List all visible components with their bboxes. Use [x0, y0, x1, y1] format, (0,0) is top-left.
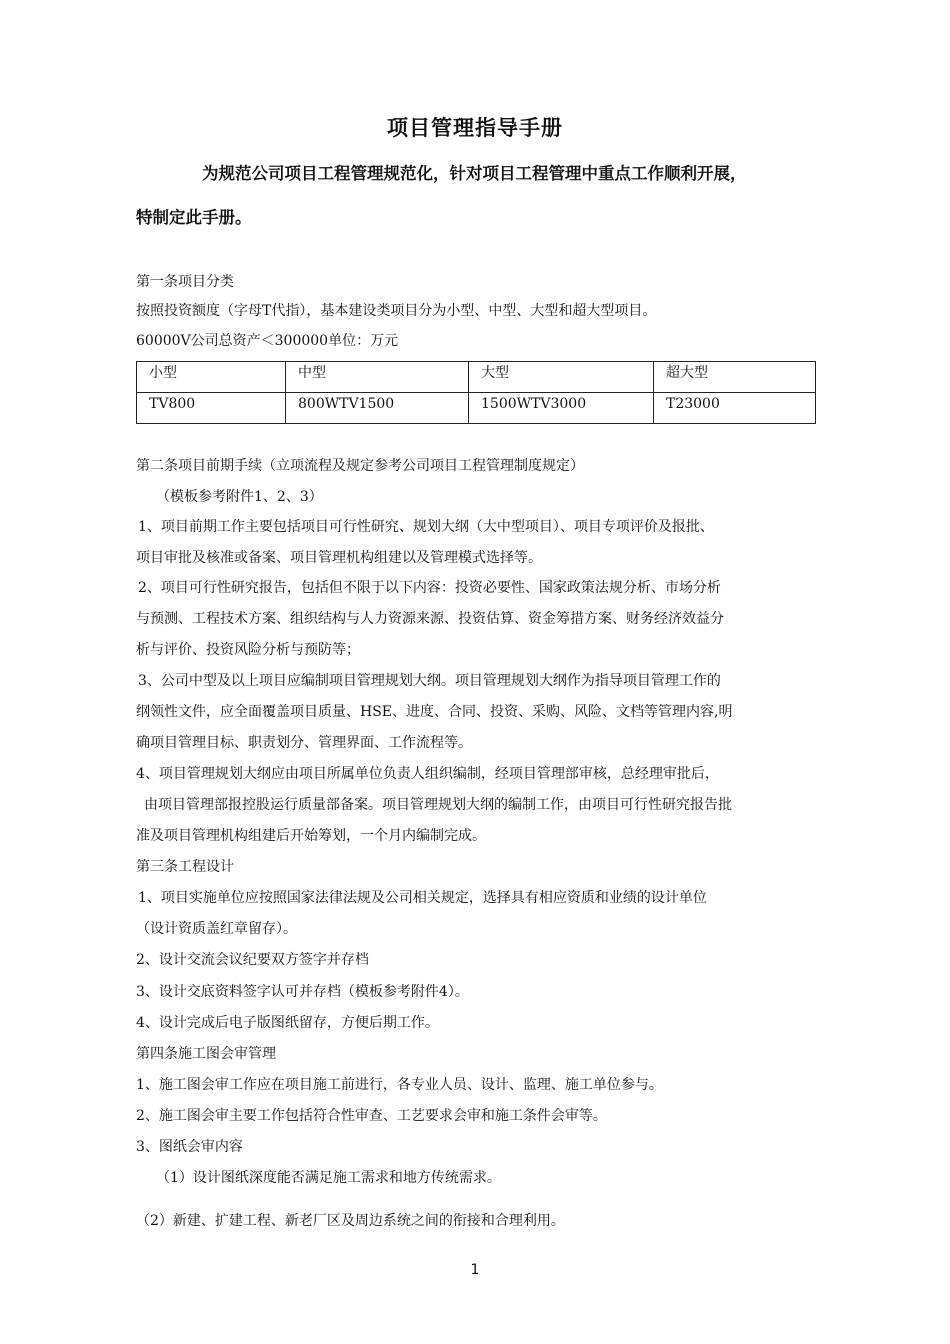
article2-item4-line-3: 准及项目管理机构组建后开始筹划，一个月内编制完成。	[136, 828, 486, 844]
article2-item4-line-2: 由项目管理部报控股运行质量部备案。项目管理规划大纲的编制工作，由项目可行性研究报告批	[144, 797, 732, 813]
article2-item3-line-1: 3、公司中型及以上项目应编制项目管理规划大纲。项目管理规划大纲作为指导项目管理工作的	[138, 673, 721, 689]
article4-sub-item-2: （2）新建、扩建工程、新老厂区及周边系统之间的衔接和合理利用。	[136, 1213, 565, 1229]
intro-line-2: 特制定此手册。	[136, 208, 252, 227]
article4-item1: 1、施工图会审工作应在项目施工前进行，各专业人员、设计、监理、施工单位参与。	[136, 1077, 663, 1093]
article3-item4: 4、设计完成后电子版图纸留存，方便后期工作。	[136, 1015, 439, 1031]
article2-template-note: （模板参考附件1、2、3）	[156, 489, 323, 505]
table-header-row	[137, 362, 816, 393]
table-header-cell: 大型	[469, 362, 654, 393]
document-title: 项目管理指导手册	[387, 116, 563, 140]
article4-heading: 第四条施工图会审管理	[136, 1046, 276, 1062]
table-cell: 800WTV1500	[286, 393, 469, 424]
article1-line-1: 按照投资额度（字母T代指），基本建设类项目分为小型、中型、大型和超大型项目。	[136, 303, 657, 319]
article1-line-2: 60000V公司总资产＜300000单位：万元	[136, 333, 399, 349]
table-header-cell: 小型	[137, 362, 286, 393]
table-cell: T23000	[654, 393, 816, 424]
article4-item2: 2、施工图会审主要工作包括符合性审查、工艺要求会审和施工条件会审等。	[136, 1108, 607, 1124]
article2-item1-line-2: 项目审批及核准或备案、项目管理机构组建以及管理模式选择等。	[136, 550, 542, 566]
article2-item2-line-2: 与预测、工程技术方案、组织结构与人力资源来源、投资估算、资金筹措方案、财务经济效益分	[136, 611, 724, 627]
article2-item1-line-1: 1、项目前期工作主要包括项目可行性研究、规划大纲（大中型项目）、项目专项评价及报批、	[138, 519, 714, 535]
table-cell: TV800	[137, 393, 286, 424]
article3-item3: 3、设计交底资料签字认可并存档（模板参考附件4）。	[136, 984, 469, 1000]
article4-item3: 3、图纸会审内容	[136, 1139, 243, 1155]
intro-line-1: 为规范公司项目工程管理规范化，针对项目工程管理中重点工作顺利开展，	[202, 164, 747, 183]
article3-item2: 2、设计交流会议纪要双方签字并存档	[136, 952, 369, 968]
article1-heading: 第一条项目分类	[136, 274, 234, 290]
article2-heading: 第二条项目前期手续（立项流程及规定参考公司项目工程管理制度规定）	[136, 458, 584, 474]
project-classification-table	[136, 361, 816, 424]
article2-item2-line-1: 2、项目可行性研究报告，包括但不限于以下内容：投资必要性、国家政策法规分析、市场分析	[138, 580, 721, 596]
article3-item1-line-1: 1、项目实施单位应按照国家法律法规及公司相关规定，选择具有相应资质和业绩的设计单位	[138, 890, 707, 906]
article4-sub-item-1: （1）设计图纸深度能否满足施工需求和地方传统需求。	[156, 1170, 501, 1186]
article2-item3-line-2: 纲领性文件，应全面覆盖项目质量、HSE、进度、合同、投资、采购、风险、文档等管理内容,明	[136, 704, 733, 720]
table-header-cell: 超大型	[654, 362, 816, 393]
article3-heading: 第三条工程设计	[136, 859, 234, 875]
table-row	[137, 393, 816, 424]
page-number: 1	[470, 1262, 480, 1278]
article2-item2-line-3: 析与评价、投资风险分析与预防等；	[136, 642, 360, 658]
table-cell: 1500WTV3000	[469, 393, 654, 424]
table-header-cell: 中型	[286, 362, 469, 393]
article2-item4-line-1: 4、项目管理规划大纲应由项目所属单位负责人组织编制，经项目管理部审核，总经理审批后，	[136, 766, 719, 782]
article2-item3-line-3: 确项目管理目标、职责划分、管理界面、工作流程等。	[136, 735, 472, 751]
article3-item1-line-2: （设计资质盖红章留存）。	[136, 921, 297, 937]
